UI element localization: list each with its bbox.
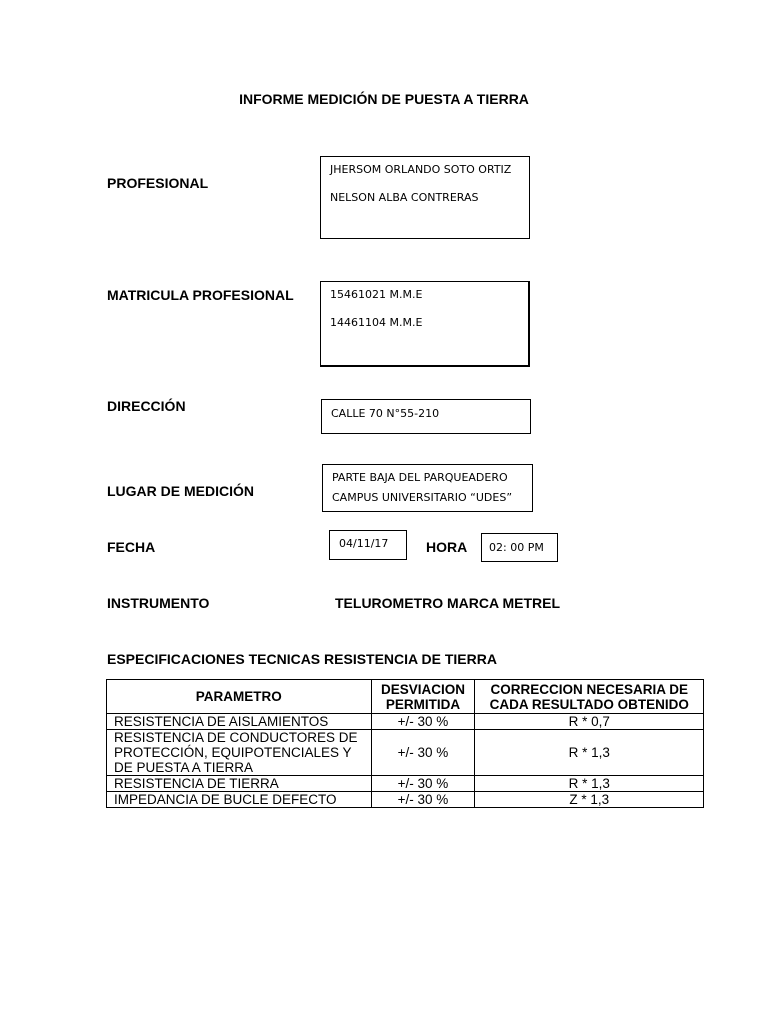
matricula-box — [320, 281, 530, 367]
table-row — [107, 792, 704, 808]
hora-label: HORA — [426, 539, 468, 555]
direccion-value: CALLE 70 N°55-210 — [331, 407, 440, 420]
lugar-label: LUGAR DE MEDICIÓN — [107, 483, 254, 499]
matricula-value-1: 15461021 M.M.E — [330, 288, 423, 301]
cell-parametro: RESISTENCIA DE AISLAMIENTOS — [107, 714, 372, 730]
fecha-box — [329, 530, 407, 560]
cell-parametro: IMPEDANCIA DE BUCLE DEFECTO — [107, 792, 372, 808]
table-row — [107, 714, 704, 730]
lugar-box — [322, 464, 533, 512]
direccion-label: DIRECCIÓN — [107, 398, 186, 414]
profesional-box — [320, 156, 530, 239]
cell-correccion: R * 1,3 — [475, 776, 704, 792]
specs-table — [106, 679, 704, 808]
direccion-box — [321, 399, 531, 434]
profesional-value-2: NELSON ALBA CONTRERAS — [330, 191, 479, 204]
profesional-value-1: JHERSOM ORLANDO SOTO ORTIZ — [330, 163, 512, 176]
specs-heading: ESPECIFICACIONES TECNICAS RESISTENCIA DE TIERRA — [107, 651, 497, 667]
column-header-desviacion: DESVIACION PERMITIDA — [371, 680, 475, 714]
table-row — [107, 730, 704, 776]
matricula-value-2: 14461104 M.M.E — [330, 316, 423, 329]
cell-parametro: RESISTENCIA DE CONDUCTORES DE PROTECCIÓN, EQUIPOTENCIALES Y DE PUESTA A TIERRA — [107, 730, 372, 776]
cell-correccion: R * 0,7 — [475, 714, 704, 730]
cell-desviacion: +/- 30 % — [371, 776, 475, 792]
column-header-correccion: CORRECCION NECESARIA DE CADA RESULTADO OBTENIDO — [475, 680, 704, 714]
cell-desviacion: +/- 30 % — [371, 714, 475, 730]
fecha-label: FECHA — [107, 539, 156, 555]
table-row — [107, 776, 704, 792]
cell-desviacion: +/- 30 % — [371, 730, 475, 776]
profesional-label: PROFESIONAL — [107, 175, 209, 191]
instrumento-label: INSTRUMENTO — [107, 595, 210, 611]
hora-box — [481, 533, 558, 562]
lugar-value-2: CAMPUS UNIVERSITARIO “UDES” — [332, 491, 513, 504]
hora-value: 02: 00 PM — [489, 541, 544, 554]
cell-correccion: Z * 1,3 — [475, 792, 704, 808]
cell-desviacion: +/- 30 % — [371, 792, 475, 808]
instrumento-value: TELUROMETRO MARCA METREL — [335, 595, 561, 611]
fecha-value: 04/11/17 — [339, 537, 389, 550]
lugar-value-1: PARTE BAJA DEL PARQUEADERO — [332, 471, 508, 484]
table-header-row — [107, 680, 704, 714]
cell-correccion: R * 1,3 — [475, 730, 704, 776]
cell-parametro: RESISTENCIA DE TIERRA — [107, 776, 372, 792]
matricula-label: MATRICULA PROFESIONAL — [107, 287, 294, 303]
report-title: INFORME MEDICIÓN DE PUESTA A TIERRA — [239, 91, 529, 107]
column-header-parametro: PARAMETRO — [107, 680, 372, 714]
